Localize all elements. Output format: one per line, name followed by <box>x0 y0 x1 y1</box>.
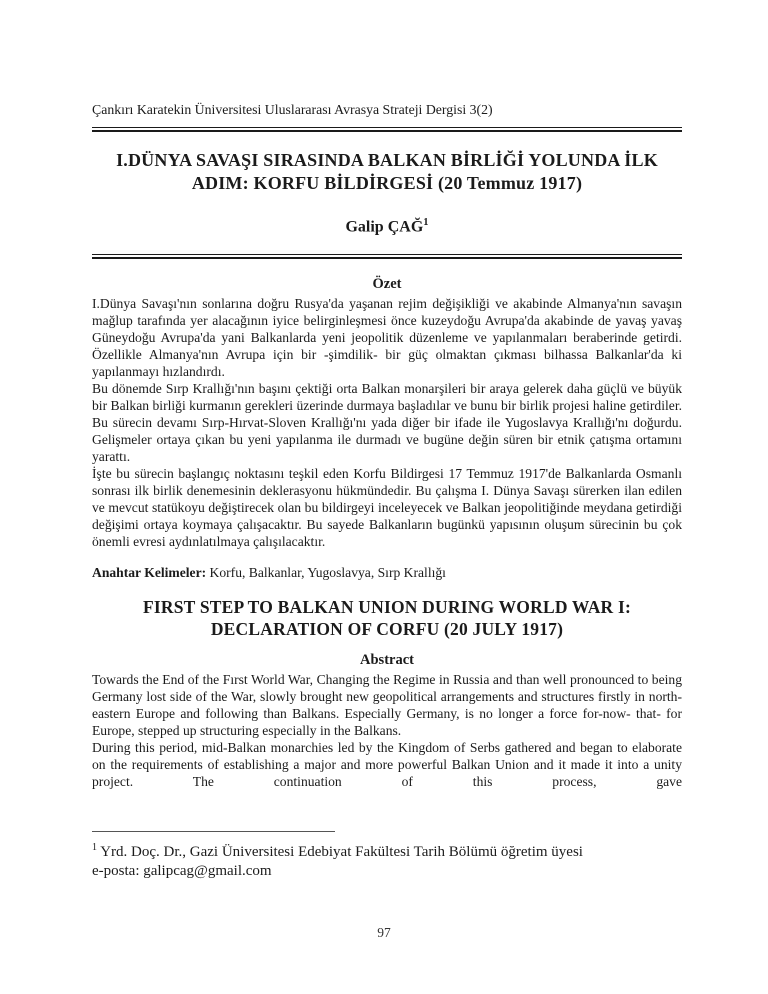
keywords-line <box>92 564 682 581</box>
abstract-paragraph-2: During this period, mid-Balkan monarchies led by the Kingdom of Serbs gathered and began to elaborate on the requirements of establishing a major and more powerful Balkan Union and it made it into a unity project. The continuation of this process, gave <box>92 740 682 790</box>
article-title-turkish <box>92 149 682 194</box>
footnote-marker: 1 <box>92 842 97 853</box>
article-title-english <box>92 596 682 640</box>
journal-header: Çankırı Karatekin Üniversitesi Uluslararası Avrasya Strateji Dergisi 3(2) <box>92 102 493 117</box>
ozet-heading: Özet <box>372 276 402 293</box>
title-en-line1: FIRST STEP TO BALKAN UNION DURING WORLD WAR I: <box>143 597 631 618</box>
title-en-line2: DECLARATION OF CORFU (20 JULY 1917) <box>210 619 564 640</box>
footnote-affiliation <box>92 838 640 862</box>
ozet-paragraph-1: I.Dünya Savaşı'nın sonlarına doğru Rusya'da yaşanan rejim değişikliği ve akabinde Almanya'nın savaşın mağlup tarafında yer alacağının iyice belirginleşmesi önce kuzeydoğu Avrupa'da akabinde de yavaş yavaş Güneydoğu Avrupa'da yani Balkanlarda yeni jeopolitik düzenleme ve yapılanmaları beraberinde getirdi. Özellikle Almanya'nın Avrupa için bir -şimdilik- bir güç olmaktan çıkması bilhassa Balkanlar'da ki yapılanmayı hızlandırdı. <box>92 296 682 380</box>
author-footnote-marker: 1 <box>423 217 429 228</box>
abstract-paragraph-1: Towards the End of the Fırst World War, Changing the Regime in Russia and than well pronounced to being Germany lost side of the War, slowly brought new geopolitical arrangements and structures firstly in north-eastern Europe and following than Balkans. Especially Germany, is no longer a force for-now- that- for Europe, stepped up structuring especially in the Balkans. <box>92 672 682 739</box>
ozet-paragraph-3: İşte bu sürecin başlangıç noktasını teşkil eden Korfu Bildirgesi 17 Temmuz 1917'de Balkanlarda Osmanlı sonrası ilk birlik denemesinin deklerasyonu hükmündedir. Bu çalışma I. Dünya Savaşı sürerken ilan edilen ve mevcut statükoyu değiştirecek olan bu bildirgeyi inceleyecek ve Balkan jeopolitiğinde meydana getirdiği değişimi ortaya koymaya çalışacaktır. Bu sayede Balkanların bugünkü yapısının oluşum sürecinin bu çok önemli evresi aydınlatılmaya çalışılacaktır. <box>92 466 682 550</box>
keywords-label: Anahtar Kelimeler: <box>92 565 207 581</box>
author-name: Galip ÇAĞ <box>345 218 424 236</box>
header-double-rule <box>92 127 682 132</box>
page-number: 97 <box>0 925 768 941</box>
ozet-paragraph-2: Bu dönemde Sırp Krallığı'nın başını çektiği orta Balkan monarşileri bir araya gelerek daha güçlü ve büyük bir Balkan birliği kurmanın gerekleri üzerinde durmaya başladılar ve bunu bir birlik projesi haline getirdiler. Bu sürecin devamı Sırp-Hırvat-Sloven Krallığı'nı yada diğer bir ifade ile Yugoslavya Krallığı'nı doğurdu. Gelişmeler ortaya çıkan bu yeni yapılanma ile durmadı ve bugüne değin süren bir etnik çatışma ortamını yarattı. <box>92 381 682 465</box>
title-tr-line2: ADIM: KORFU BİLDİRGESİ (20 Temmuz 1917) <box>191 172 583 193</box>
keywords-text: Korfu, Balkanlar, Yugoslavya, Sırp Krallığı <box>206 565 446 581</box>
author-line <box>92 213 682 237</box>
footnote-email: e-posta: galipcag@gmail.com <box>92 863 272 879</box>
footnote-affiliation-text: Yrd. Doç. Dr., Gazi Üniversitesi Edebiyat Fakültesi Tarih Bölümü öğretim üyesi <box>97 844 583 860</box>
abstract-heading: Abstract <box>360 652 414 669</box>
page-content <box>92 0 682 790</box>
title-tr-line1: I.DÜNYA SAVAŞI SIRASINDA BALKAN BİRLİĞİ YOLUNDA İLK <box>116 150 658 170</box>
footnote-block <box>92 831 640 881</box>
title-double-rule <box>92 254 682 259</box>
footnote-separator-rule <box>92 831 335 832</box>
